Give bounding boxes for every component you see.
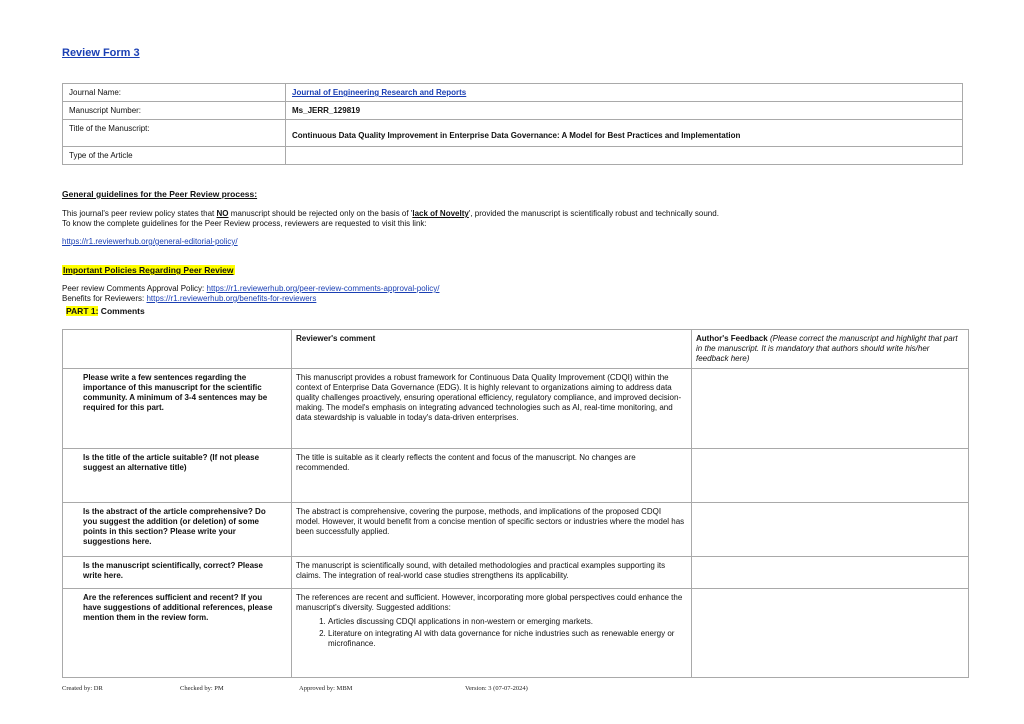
footer-checked-by: Checked by: PM (180, 685, 224, 692)
question-cell: Please write a few sentences regarding the importance of this manuscript for the scientific community. A minimum of 3-4 sentences may be required for this part. (63, 369, 292, 449)
journal-name-label: Journal Name: (63, 84, 286, 102)
guidelines-text-part: ', provided the manuscript is scientifically robust and technically sound. To know the complete guidelines for the Peer Review process, reviewers are requested to visit this link: (62, 209, 719, 228)
question-cell: Is the abstract of the article comprehensive? Do you suggest the addition (or deletion) of some points in this section? Please write your suggestions here. (63, 503, 292, 557)
list-item: 2. Literature on integrating AI with data governance for niche industries such as renewable energy or microfinance. (328, 629, 687, 649)
table-row (63, 369, 969, 449)
manuscript-number-label: Manuscript Number: (63, 102, 286, 120)
footer-created-by: Created by: DR (62, 685, 103, 692)
no-emphasis: NO (216, 209, 229, 218)
table-row (63, 557, 969, 589)
author-feedback-title: Author's Feedback (696, 334, 768, 343)
part-1-label: PART 1: (66, 306, 99, 316)
comment-cell: The title is suitable as it clearly reflects the content and focus of the manuscript. No changes are recommended. (292, 449, 692, 503)
table-row (63, 449, 969, 503)
approval-policy-link[interactable]: https://r1.reviewerhub.org/peer-review-comments-approval-policy/ (206, 284, 440, 293)
guidelines-text-part: This journal's peer review policy states that (62, 209, 217, 218)
footer-approved-by: Approved by: MBM (299, 685, 353, 692)
guidelines-heading: General guidelines for the Peer Review process: (62, 189, 258, 199)
feedback-cell[interactable] (692, 503, 969, 557)
manuscript-number-value: Ms_JERR_129819 (286, 102, 963, 120)
article-type-value[interactable] (286, 147, 963, 165)
manuscript-info-table (62, 83, 963, 165)
policies-text (62, 284, 462, 304)
question-cell: Is the manuscript scientifically, correct? Please write here. (63, 557, 292, 589)
part-1-title: Comments (98, 306, 145, 316)
feedback-cell[interactable] (692, 557, 969, 589)
comment-text: The references are recent and sufficient. However, incorporating more global perspectives could enhance the manuscript's diversity. Suggested additions: (296, 593, 683, 612)
table-row (63, 589, 969, 678)
manuscript-title-value: Continuous Data Quality Improvement in Enterprise Data Governance: A Model for Best Practices and Implementation (286, 120, 963, 147)
benefits-label: Benefits for Reviewers: (62, 294, 147, 303)
feedback-cell[interactable] (692, 449, 969, 503)
journal-name-link[interactable]: Journal of Engineering Research and Reports (292, 88, 467, 97)
part-1-heading (66, 306, 145, 316)
suggested-references-list (296, 617, 687, 649)
manuscript-title-label: Title of the Manuscript: (63, 120, 286, 147)
table-row (63, 503, 969, 557)
novelty-emphasis: lack of Novelty (412, 209, 469, 218)
editorial-policy-link[interactable]: https://r1.reviewerhub.org/general-editorial-policy/ (62, 237, 238, 246)
approval-policy-label: Peer review Comments Approval Policy: (62, 284, 207, 293)
question-cell: Is the title of the article suitable? (If not please suggest an alternative title) (63, 449, 292, 503)
policies-heading: Important Policies Regarding Peer Review (63, 265, 234, 275)
footer-version: Version: 3 (07-07-2024) (465, 685, 528, 692)
header-empty-cell (63, 330, 292, 369)
feedback-cell[interactable] (692, 369, 969, 449)
comment-cell: The abstract is comprehensive, covering the purpose, methods, and implications of the proposed CDQI model. However, it would benefit from a concise mention of specific sectors or industries where the model has been successfully applied. (292, 503, 692, 557)
author-feedback-header (692, 330, 969, 369)
guidelines-text (62, 209, 722, 229)
article-type-label: Type of the Article (63, 147, 286, 165)
form-title: Review Form 3 (62, 47, 140, 59)
comment-cell (292, 589, 692, 678)
question-cell: Are the references sufficient and recent? If you have suggestions of additional references, please mention them in the review form. (63, 589, 292, 678)
comment-cell: The manuscript is scientifically sound, with detailed methodologies and practical examples supporting its claims. The integration of real-world case studies strengthens its applicability. (292, 557, 692, 589)
feedback-cell[interactable] (692, 589, 969, 678)
review-comments-table (62, 329, 969, 678)
journal-name-value (286, 84, 963, 102)
comment-cell: This manuscript provides a robust framework for Continuous Data Quality Improvement (CDQI) within the context of Enterprise Data Governance (EDG). It is highly relevant to organizations aiming to address data quality challenges proactively, ensuring operational efficiency, regulatory compliance, and improved decision-making. The model's emphasis on integrating advanced technologies such as AI, real-time monitoring, and data stewardship is valuable in today's data-driven enterprises. (292, 369, 692, 449)
benefits-link[interactable]: https://r1.reviewerhub.org/benefits-for-reviewers (146, 294, 317, 303)
author-feedback-note: (Please correct the manuscript and highlight that part in the manuscript. It is mandatory that authors should write his/her feedback here) (696, 334, 958, 363)
guidelines-text-part: manuscript should be rejected only on the basis of ' (228, 209, 413, 218)
reviewer-comment-header: Reviewer's comment (292, 330, 692, 369)
list-item: 1. Articles discussing CDQI applications in non-western or emerging markets. (328, 617, 687, 627)
